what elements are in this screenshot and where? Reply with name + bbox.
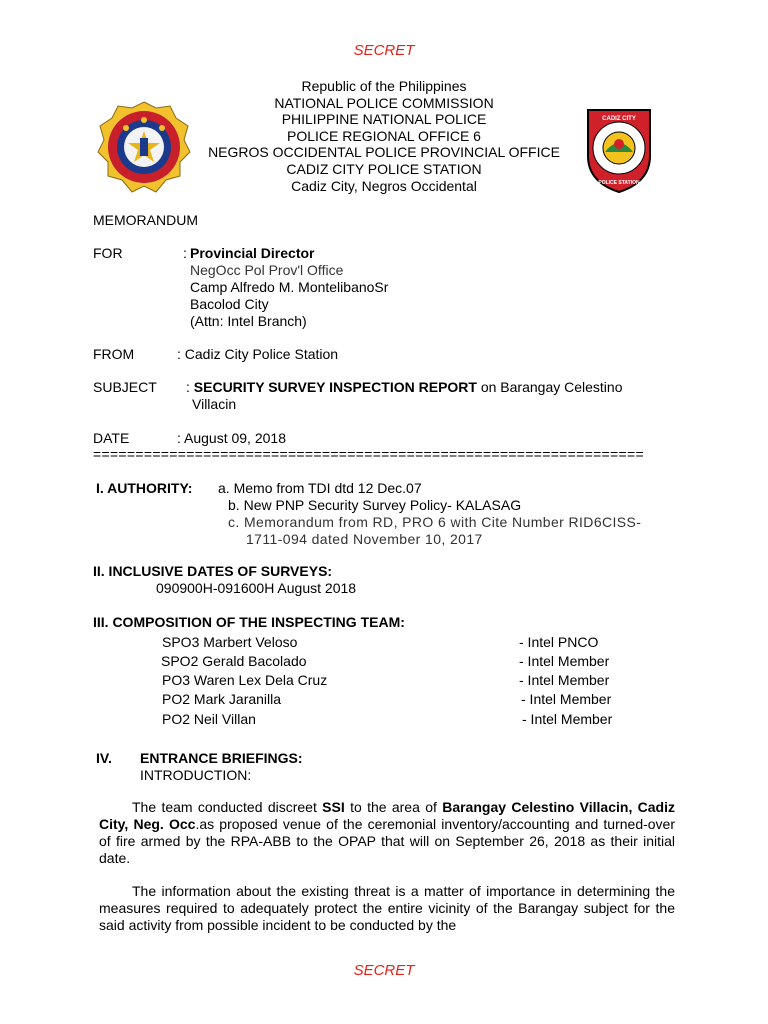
briefing-paragraph-2 xyxy=(99,883,675,934)
team-member-name: SPO2 Gerald Bacolado xyxy=(161,653,307,669)
logo-text-bottom: POLICE STATION xyxy=(598,180,640,186)
for-label: FOR xyxy=(93,245,123,261)
p1-text-e: .as proposed venue of the ceremonial inventory/accounting and turned-over of fire armed by the RPA-ABB to the OPAP that will on September 26, 2018 as their initial date. xyxy=(99,816,675,866)
header-line-2: NATIONAL POLICE COMMISSION xyxy=(274,95,494,111)
for-line-3: Bacolod City xyxy=(190,296,269,312)
team-member-role: - Intel Member xyxy=(521,691,612,707)
team-member-role: - Intel Member xyxy=(519,653,610,669)
team-member-name: SPO3 Marbert Veloso xyxy=(162,634,298,650)
for-line-2: Camp Alfredo M. MontelibanoSr xyxy=(190,279,389,295)
subject-line-2: Villacin xyxy=(192,396,237,412)
authority-b-text: New PNP Security Survey Policy- KALASAG xyxy=(243,497,522,513)
subject-line-1 xyxy=(186,379,623,396)
header-line-4: POLICE REGIONAL OFFICE 6 xyxy=(287,128,481,144)
team-member-name: PO3 Waren Lex Dela Cruz xyxy=(162,672,328,688)
briefing-heading: ENTRANCE BRIEFINGS: xyxy=(140,750,303,766)
for-line-1: NegOcc Pol Prov'l Office xyxy=(190,262,344,278)
from-label: FROM xyxy=(93,346,135,362)
header-line-5: NEGROS OCCIDENTAL POLICE PROVINCIAL OFFICE xyxy=(208,144,560,160)
header-line-7: Cadiz City, Negros Occidental xyxy=(291,178,477,194)
classification-top: SECRET xyxy=(353,42,415,59)
p1-text-a: The team conducted discreet xyxy=(132,799,323,815)
dates-value: 090900H-091600H August 2018 xyxy=(156,580,357,596)
authority-c-label: c. xyxy=(228,514,240,530)
for-line-4: (Attn: Intel Branch) xyxy=(190,313,307,329)
team-member-name: PO2 Neil Villan xyxy=(162,711,256,727)
header-line-1: Republic of the Philippines xyxy=(301,78,467,94)
authority-c xyxy=(228,514,641,531)
subject-rest: on Barangay Celestino xyxy=(476,379,623,395)
authority-heading: I. AUTHORITY: xyxy=(96,480,193,496)
authority-c-line-2: 1711-094 dated November 10, 2017 xyxy=(246,531,483,547)
for-name: Provincial Director xyxy=(190,245,315,261)
briefing-subheading: INTRODUCTION: xyxy=(140,767,252,783)
authority-a-text: Memo from TDI dtd 12 Dec.07 xyxy=(233,480,422,496)
team-member-role: - Intel Member xyxy=(519,672,610,688)
memo-title: MEMORANDUM xyxy=(93,212,198,228)
authority-a xyxy=(218,480,422,497)
subject-title: SECURITY SURVEY INSPECTION REPORT xyxy=(193,379,477,395)
p1-location: Barangay Celestino Villacin, Cadiz City, Neg. Occ xyxy=(99,799,675,832)
subject-label: SUBJECT xyxy=(93,379,157,395)
p2-text: The information about the existing threat is a matter of importance in determining the measures required to adequately protect the entire vicinity of the Barangay subject for the said activity from possible incident to be conducted by the xyxy=(99,883,675,933)
team-member-role: - Intel PNCO xyxy=(519,634,599,650)
team-member-name: PO2 Mark Jaranilla xyxy=(162,691,282,707)
logo-text-top: CADIZ CITY xyxy=(602,116,636,122)
authority-a-label: a. xyxy=(218,480,230,496)
from-value: : Cadiz City Police Station xyxy=(177,346,339,362)
briefing-paragraph-1 xyxy=(99,799,675,867)
divider-line: ================================================================= xyxy=(93,446,644,462)
date-value: : August 09, 2018 xyxy=(177,430,286,446)
header-line-6: CADIZ CITY POLICE STATION xyxy=(286,161,482,177)
p1-text-c: to the area of xyxy=(344,799,443,815)
subject-separator: : xyxy=(186,379,190,395)
team-heading: III. COMPOSITION OF THE INSPECTING TEAM: xyxy=(93,614,405,630)
classification-bottom: SECRET xyxy=(353,962,415,979)
team-member-role: - Intel Member xyxy=(522,711,613,727)
authority-b xyxy=(228,497,521,514)
for-separator: : xyxy=(183,245,187,261)
authority-b-label: b. xyxy=(228,497,240,513)
date-label: DATE xyxy=(93,430,130,446)
briefing-number: IV. xyxy=(96,750,112,766)
header-line-3: PHILIPPINE NATIONAL POLICE xyxy=(281,111,487,127)
dates-heading: II. INCLUSIVE DATES OF SURVEYS: xyxy=(93,563,333,579)
p1-ssi: SSI xyxy=(322,799,345,815)
authority-c-text: Memorandum from RD, PRO 6 with Cite Number RID6CISS- xyxy=(244,514,642,530)
